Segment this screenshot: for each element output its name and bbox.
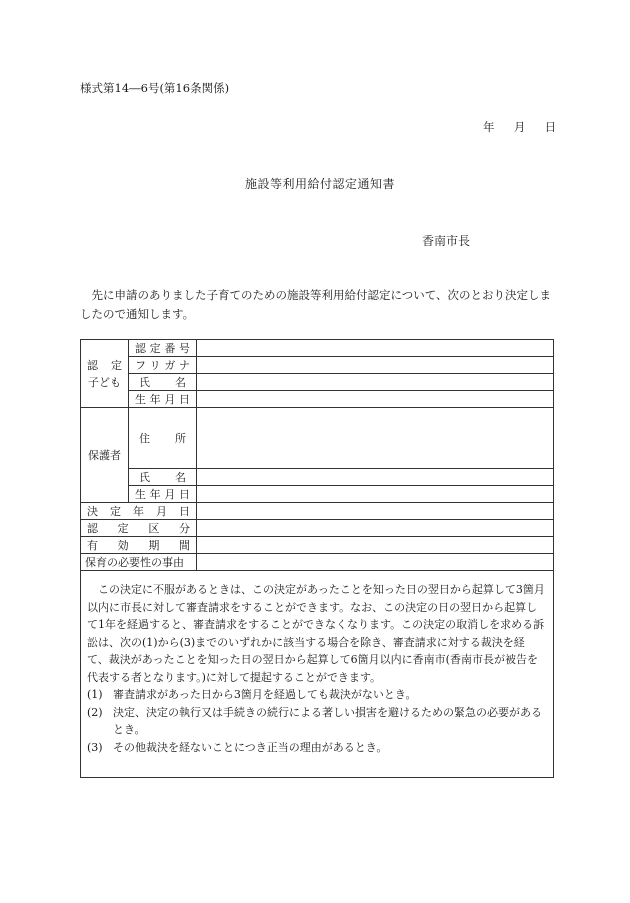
table-row: [81, 391, 554, 408]
table-row: [81, 537, 554, 554]
child-category-cell: [81, 340, 129, 408]
furigana-label: [129, 357, 197, 374]
child-name-value: [197, 374, 554, 391]
appeal-paragraph: この決定に不服があるときは、この決定があったことを知った日の翌日から起算して3箇月以内に市長に対して審査請求をすることができます。なお、この決定の日の翌日から起算して1年を経過すると、審査請求をすることができなくなります。この決定の取消しを求める訴訟は、次の(1)から(3)までのいずれかに該当する場合を除き、審査請求に対する裁決を経て、裁決があったことを知った日の翌日から起算して6箇月以内に香南市(香南市長が被告を代表する者となります。)に対して提起することができます。: [87, 583, 545, 684]
certification-table: [80, 339, 554, 778]
issuer: 香南市長: [422, 234, 471, 248]
child-category-line1: 認 定: [87, 358, 122, 372]
label-text: 生 年 月 日: [135, 488, 190, 501]
form-number: 様式第14―6号(第16条関係): [80, 81, 230, 95]
cert-class-label: [81, 520, 197, 537]
address-value: [197, 408, 554, 469]
decision-date-label: [81, 503, 197, 520]
cert-class-value: [197, 520, 554, 537]
child-birthdate-value: [197, 391, 554, 408]
table-row: [81, 571, 554, 778]
date-month: 月: [513, 120, 526, 134]
child-category-line2: 子ども: [88, 375, 121, 389]
appeal-notes: [81, 571, 554, 778]
decision-date-value: [197, 503, 554, 520]
list-item: (2) 決定、決定の執行又は手続きの続行による著しい損害を避けるための緊急の必要があるとき。: [87, 705, 542, 736]
child-birthdate-label: [129, 391, 197, 408]
date-line: [483, 119, 556, 135]
label-text: 認 定 番 号: [135, 342, 190, 355]
table-row: [81, 357, 554, 374]
label-text: 認 定 区 分: [87, 522, 190, 535]
guardian-birthdate-label: [129, 486, 197, 503]
label-text: 決 定 年 月 日: [87, 505, 190, 518]
cert-number-label: [129, 340, 197, 357]
list-item: (1) 審査請求があった日から3箇月を経過しても裁決がないとき。: [87, 688, 417, 701]
valid-period-value: [197, 537, 554, 554]
guardian-name-value: [197, 469, 554, 486]
table-row: [81, 520, 554, 537]
child-name-label: [129, 374, 197, 391]
intro-paragraph: [80, 286, 554, 324]
date-day: 日: [544, 120, 557, 134]
address-label: [129, 408, 197, 469]
document-title: 施設等利用給付認定通知書: [245, 177, 396, 191]
label-text: 氏 名: [139, 471, 186, 484]
label-text: 住 所: [139, 432, 186, 445]
table-row: [81, 374, 554, 391]
label-text: 生 年 月 日: [135, 393, 190, 406]
label-text: 氏 名: [139, 376, 186, 389]
appeal-conditions-list: [87, 686, 545, 756]
guardian-category-cell: 保護者: [81, 408, 129, 503]
necessity-reason-value: [197, 554, 554, 571]
valid-period-label: [81, 537, 197, 554]
table-row: [81, 503, 554, 520]
cert-number-value: [197, 340, 554, 357]
table-row: [81, 408, 554, 469]
table-row: [81, 486, 554, 503]
list-item: (3) その他裁決を経ないことにつき正当の理由があるとき。: [87, 740, 388, 754]
intro-text: 先に申請のありました子育てのための施設等利用給付認定について、次のとおり決定しましたので通知します。: [80, 288, 552, 321]
guardian-name-label: [129, 469, 197, 486]
table-row: [81, 554, 554, 571]
furigana-value: [197, 357, 554, 374]
label-text: フ リ ガ ナ: [135, 359, 190, 372]
table-row: [81, 469, 554, 486]
guardian-birthdate-value: [197, 486, 554, 503]
label-text: 有 効 期 間: [87, 539, 190, 552]
date-year: 年: [483, 120, 495, 134]
table-row: [81, 340, 554, 357]
necessity-reason-label: 保育の必要性の事由: [81, 554, 197, 571]
